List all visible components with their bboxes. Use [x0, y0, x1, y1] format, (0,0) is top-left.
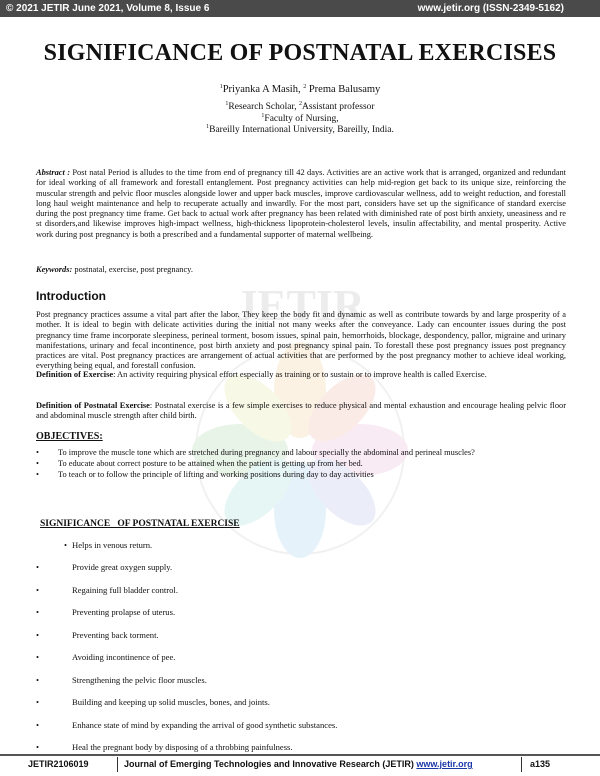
- affiliation-university: $^1$Bareilly International University, Bareilly, India.: [206, 124, 394, 135]
- paper-title: SIGNIFICANCE OF POSTNATAL EXERCISES: [43, 40, 557, 66]
- introduction-text: Post pregnancy practices assume a vital part after the labor. They keep the body fit and dynamic as well as contribute towards by and large prosperity of a mother. It is ideal to begin with delicate activities during the initial not many weeks after the conveyance. Lady can encounter issues during the post pregnancy time frame incorporate sleepiness, perineal torment, bosom issues, spinal pain, hemorrhoids, blockage, despondency, pallor, migraine and urinary manifestations, urinary and fecal incontinence, post birth anxiety and post pregnancy spinal pain. To forestall these post pregnancy issues post pregnancy practices are vital. Post pregnancy practices are arrangement of actual activities that are performed by the post pregnancy mother to achieve ideal working, everything being equal, and forestall confusion.: [36, 310, 566, 371]
- list-item: • Regaining full bladder control.: [36, 584, 178, 595]
- list-item: • Enhance state of mind by expanding the arrival of good synthetic substances.: [36, 719, 338, 730]
- significance-heading: SIGNIFICANCE OF POSTNATAL EXERCISE: [40, 519, 240, 529]
- author-name-2: Prema Balusamy: [306, 84, 381, 95]
- footer-url-link[interactable]: www.jetir.org: [416, 759, 473, 769]
- list-item: • Avoiding incontinence of pee.: [36, 652, 176, 662]
- header-website: www.jetir.org (ISSN-2349-5162): [417, 3, 564, 14]
- introduction-heading: Introduction: [36, 289, 106, 303]
- list-item: • Heal the pregnant body by disposing of a throbbing painfulness.: [36, 742, 293, 752]
- keywords-text: postnatal, exercise, post pregnancy.: [72, 265, 193, 274]
- keywords-label: Keywords:: [36, 265, 73, 274]
- list-item: • Provide great oxygen supply.: [36, 562, 173, 572]
- objectives-heading: OBJECTIVES:: [36, 431, 103, 442]
- author-sup-1: 1: [219, 84, 223, 90]
- footer-divider: [0, 754, 600, 756]
- abstract-text: Post natal Period is alludes to the time from end of pregnancy till 42 days. Activities are an active work that is arranged, organized and redundant for ideal working of all framework and forestall entanglement. Post pregnancy activities can help mid-region get back to its unique size, reinforcing the muscular strength and pelvic floor muscles alongside lower and upper back muscles, improve cardiovascular wellness, add to weight reduction, and forestall long haul weight maintenance and help to recuperate actually and inwardly. For the most part, considers have set up the significance of standard exercise during the post pregnancy time frame. Get back to actual work after pregnancy has been related with diminished rate of post birth anxiety, uneasiness and re st disorders,and likewise improves high-impact wellness, high-thickness lipoprotein-cholesterol levels, insulin affectability, and mental prosperity. Active work during post pregnancy is both a prescribed and a fundamental supporter of maternal wellbeing.: [36, 168, 566, 239]
- list-item: • Building and keeping up solid muscles, bones, and joints.: [36, 697, 270, 707]
- list-item: • Preventing prolapse of uterus.: [36, 607, 176, 617]
- footer-journal: Journal of Emerging Technologies and Innovative Research (JETIR) www.jetir.org: [124, 759, 473, 769]
- keywords: [36, 265, 566, 275]
- list-item: • To teach or to follow the principle of lifting and working positions during day to day activities: [36, 470, 374, 479]
- author-name-1: Priyanka A Masih,: [222, 84, 304, 95]
- abstract: [36, 168, 566, 240]
- list-item: • Strengthening the pelvic floor muscles.: [36, 674, 207, 685]
- abstract-label: Abstract :: [36, 168, 71, 177]
- author-sup-2: 2: [303, 84, 307, 90]
- header-journal-info: © 2021 JETIR June 2021, Volume 8, Issue 6: [6, 3, 210, 14]
- list-item: • Preventing back torment.: [36, 629, 159, 640]
- definition-postnatal-exercise: Definition of Postnatal Exercise: Postnatal exercise is a few simple exercises to reduce physical and mental exhaustion and encourage healing pelvic floor and abdominal muscle strength after child birth.: [36, 401, 566, 421]
- affiliation-roles: $^1$Research Scholar, $^2$Assistant professor: [225, 101, 375, 112]
- page-footer: [0, 754, 600, 776]
- page-header: [0, 0, 600, 17]
- affiliation-faculty: $^1$Faculty of Nursing,: [261, 113, 339, 124]
- footer-page-number: a135: [530, 759, 551, 769]
- footer-paper-id: JETIR2106019: [28, 759, 89, 769]
- list-item: • To improve the muscle tone which are stretched during pregnancy and labour specially the abdominal and perineal muscles?: [36, 448, 475, 457]
- list-item: • To educate about correct posture to be attained when the patient is getting up from her bed.: [36, 459, 363, 468]
- definition-exercise: Definition of Exercise: An activity requiring physical effort especially as training or to sustain or to improve health is called Exercise.: [36, 370, 487, 379]
- footer-separator: [117, 757, 118, 772]
- significance-list: [36, 562, 566, 765]
- objectives-list: [36, 447, 566, 480]
- author-line: [0, 84, 600, 95]
- footer-separator: [521, 757, 522, 772]
- watermark-text: JETIR: [235, 281, 365, 330]
